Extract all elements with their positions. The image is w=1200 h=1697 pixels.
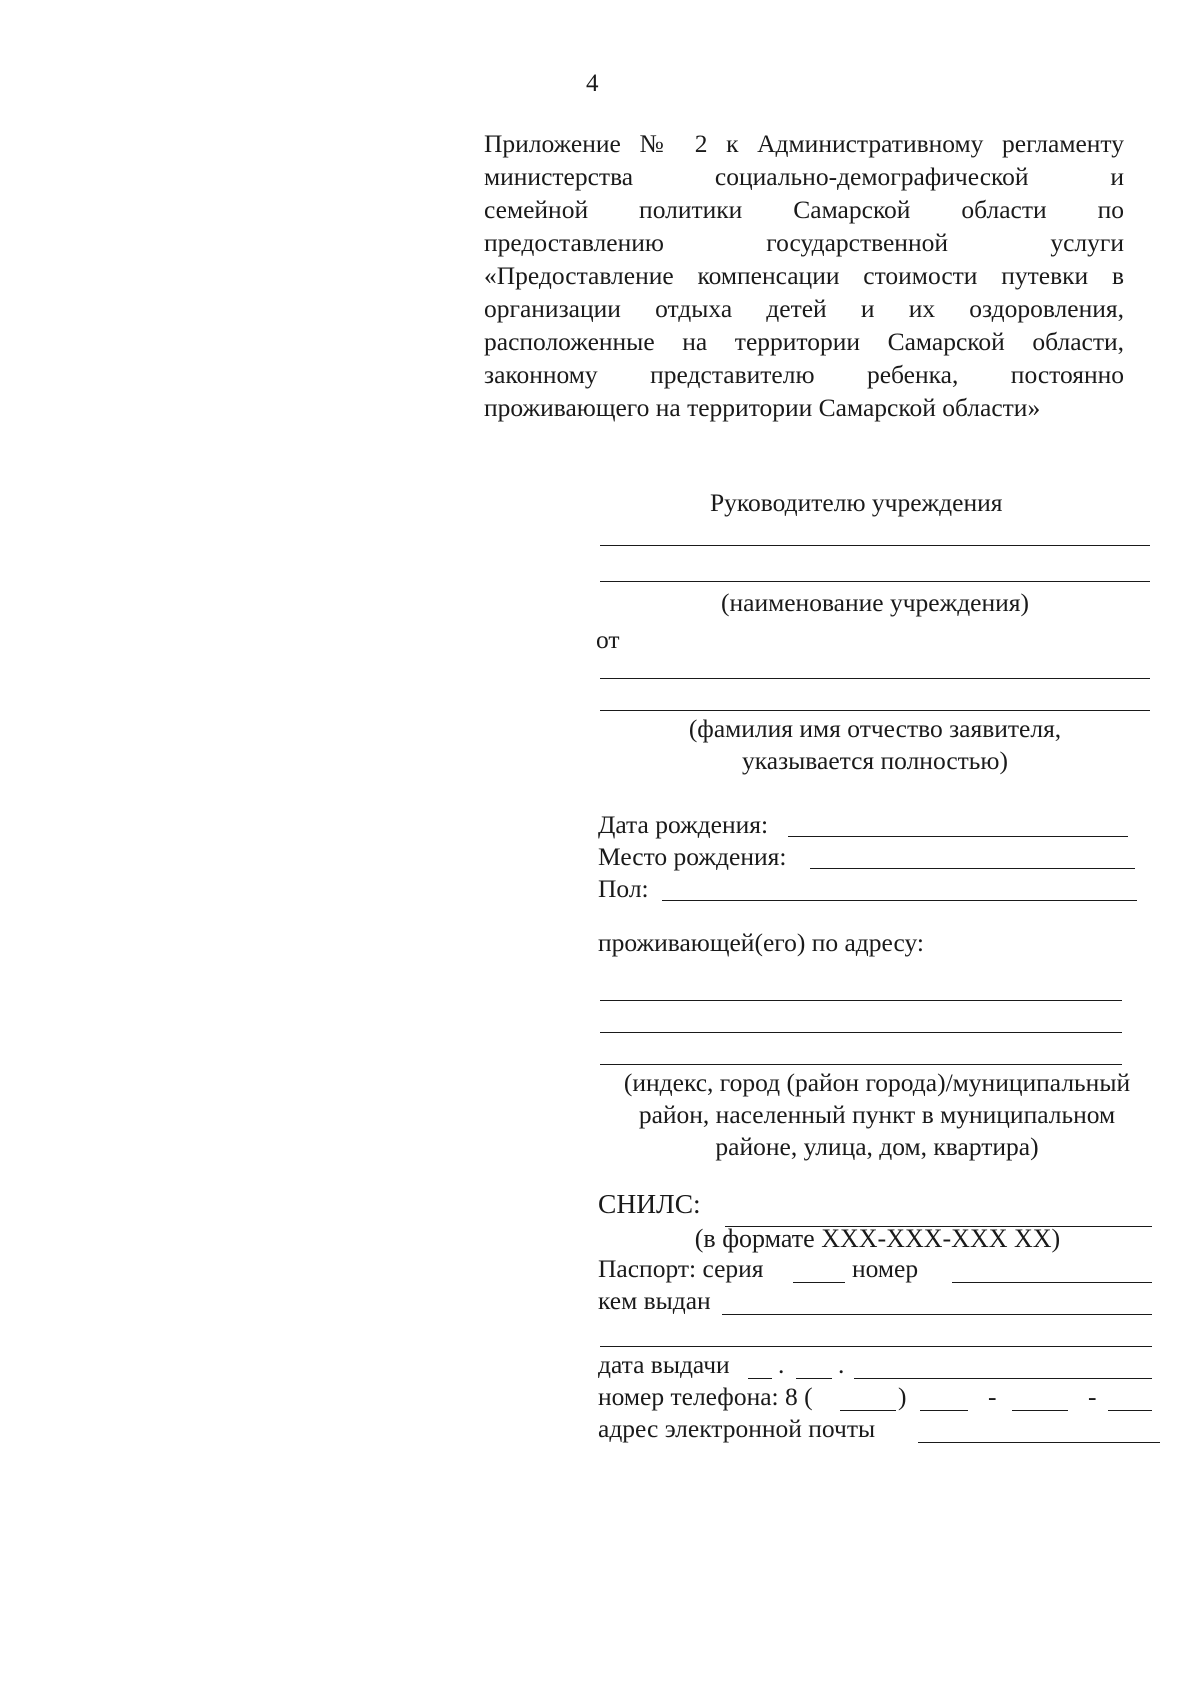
issued-by-field[interactable] <box>722 1314 1152 1315</box>
appendix-line: семейной политики Самарской области по <box>484 195 1124 224</box>
institution-line-2[interactable] <box>600 581 1150 582</box>
phone-part-3-field[interactable] <box>1108 1410 1152 1411</box>
phone-dash: - <box>988 1382 997 1411</box>
issue-year-field[interactable] <box>854 1378 1152 1379</box>
phone-code-close: ) <box>898 1382 907 1411</box>
applicant-caption-2: указывается полностью) <box>742 746 1008 775</box>
appendix-line: предоставлению государственной услуги <box>484 228 1124 257</box>
birth-place-label: Место рождения: <box>598 842 787 871</box>
applicant-caption-1: (фамилия имя отчество заявителя, <box>688 714 1062 743</box>
issued-by-label: кем выдан <box>598 1286 711 1315</box>
from-label: от <box>596 625 620 654</box>
institution-line-1[interactable] <box>600 545 1150 546</box>
phone-dash: - <box>1088 1382 1097 1411</box>
address-caption-3: районе, улица, дом, квартира) <box>715 1132 1039 1161</box>
snils-label: СНИЛС: <box>598 1188 701 1219</box>
passport-number-field[interactable] <box>952 1282 1152 1283</box>
address-line-2[interactable] <box>600 1032 1122 1033</box>
email-label: адрес электронной почты <box>598 1414 876 1443</box>
appendix-line: «Предоставление компенсации стоимости путевки в <box>484 261 1124 290</box>
appendix-line: расположенные на территории Самарской области, <box>484 327 1124 356</box>
issued-by-field-2[interactable] <box>600 1346 1152 1347</box>
residence-label: проживающей(его) по адресу: <box>598 928 924 957</box>
birth-place-field[interactable] <box>810 868 1135 869</box>
email-field[interactable] <box>918 1442 1160 1443</box>
issue-day-field[interactable] <box>748 1378 772 1379</box>
phone-code-field[interactable] <box>840 1410 896 1411</box>
institution-caption: (наименование учреждения) <box>720 588 1030 617</box>
applicant-line-1[interactable] <box>600 678 1150 679</box>
snils-format-caption: (в формате XXX-XXX-XXX XX) <box>694 1224 1061 1253</box>
issue-date-label: дата выдачи <box>598 1350 730 1379</box>
passport-number-label: номер <box>852 1254 919 1283</box>
passport-series-label: Паспорт: серия <box>598 1254 764 1283</box>
appendix-line: законному представителю ребенка, постоянно <box>484 360 1124 389</box>
appendix-line: проживающего на территории Самарской области» <box>484 393 1041 422</box>
address-caption-1: (индекс, город (район города)/муниципальный <box>623 1068 1131 1097</box>
passport-series-field[interactable] <box>793 1282 845 1283</box>
addressee-title: Руководителю учреждения <box>710 488 1003 517</box>
appendix-header <box>484 127 1124 424</box>
appendix-line: министерства социально-демографической и <box>484 162 1124 191</box>
phone-label: номер телефона: 8 ( <box>598 1382 813 1411</box>
address-line-1[interactable] <box>600 1000 1122 1001</box>
address-line-3[interactable] <box>600 1064 1122 1065</box>
issue-month-field[interactable] <box>796 1378 832 1379</box>
birth-date-label: Дата рождения: <box>598 810 769 839</box>
appendix-line: организации отдыха детей и их оздоровления, <box>484 294 1124 323</box>
issue-date-separator: . <box>838 1350 845 1379</box>
phone-part-2-field[interactable] <box>1012 1410 1068 1411</box>
phone-part-1-field[interactable] <box>920 1410 968 1411</box>
address-caption-2: район, населенный пункт в муниципальном <box>638 1100 1116 1129</box>
birth-date-field[interactable] <box>788 836 1128 837</box>
page-number: 4 <box>586 70 599 97</box>
sex-label: Пол: <box>598 874 649 903</box>
sex-field[interactable] <box>662 900 1137 901</box>
applicant-line-2[interactable] <box>600 710 1150 711</box>
issue-date-separator: . <box>778 1350 785 1379</box>
appendix-line: Приложение № 2 к Административному регламенту <box>484 129 1124 158</box>
